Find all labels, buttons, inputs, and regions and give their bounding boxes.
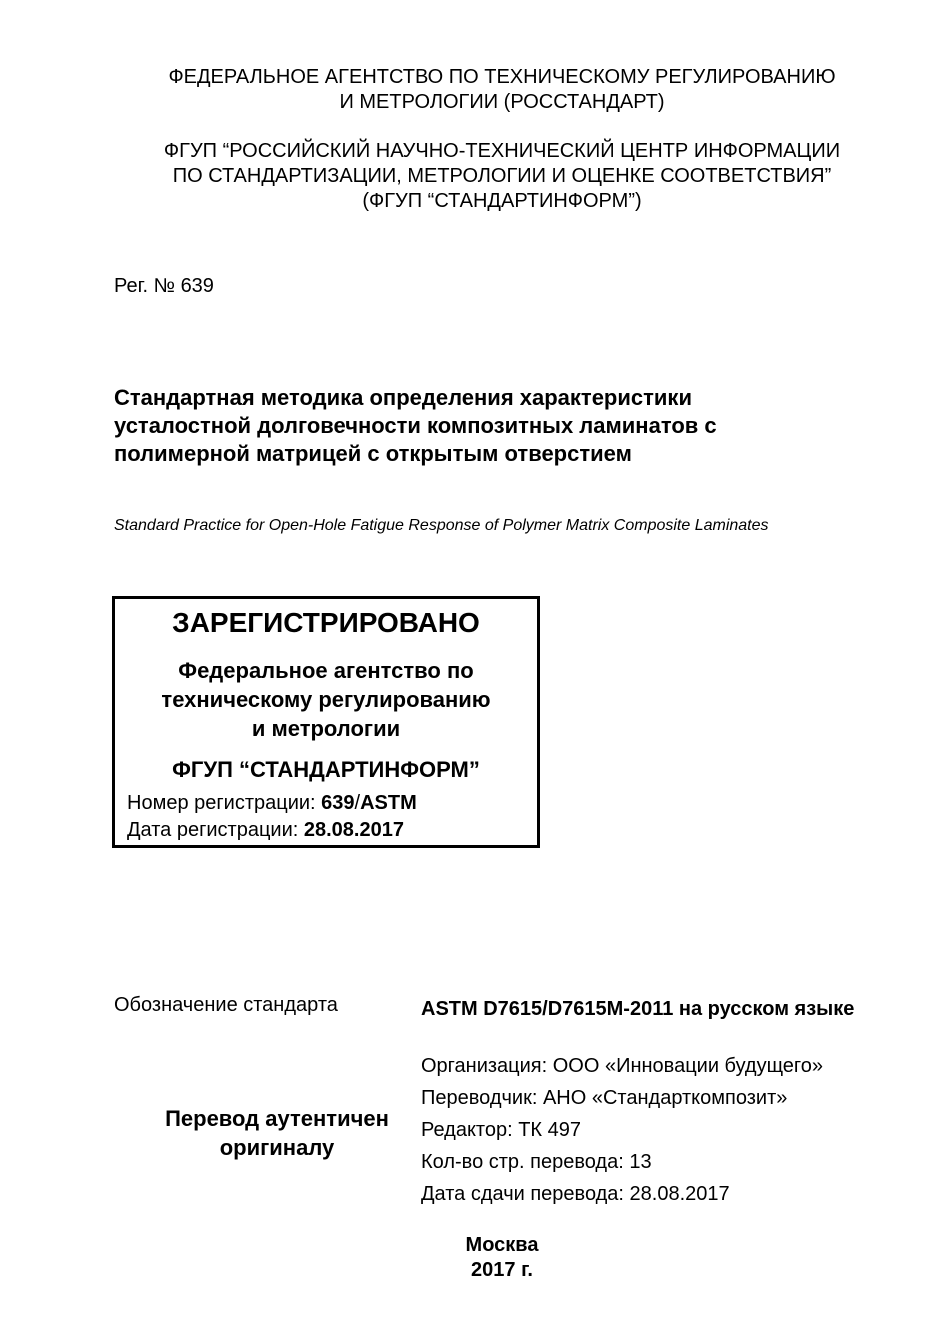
agency-line-1: ФЕДЕРАЛЬНОЕ АГЕНТСТВО ПО ТЕХНИЧЕСКОМУ РЕГУЛИРОВАНИЮ: [168, 66, 836, 88]
english-title: Standard Practice for Open-Hole Fatigue Response of Polymer Matrix Composite Laminates: [114, 517, 769, 534]
reg-date-label: Дата регистрации:: [127, 819, 304, 841]
submission-date-info: Дата сдачи перевода: 28.08.2017: [421, 1183, 730, 1205]
page-count-info: Кол-во стр. перевода: 13: [421, 1151, 652, 1173]
registration-number: Рег. № 639: [114, 275, 214, 297]
stamp-agency-line-3: и метрологии: [251, 716, 401, 741]
reg-num-suffix: ASTM: [360, 792, 417, 814]
registration-stamp: [112, 596, 540, 848]
editor-info: Редактор: ТК 497: [421, 1119, 581, 1141]
footer-year: 2017 г.: [471, 1259, 533, 1281]
stamp-organization: ФГУП “СТАНДАРТИНФОРМ”: [172, 757, 480, 782]
stamp-agency-line-2: техническому регулированию: [161, 687, 491, 712]
translator-info: Переводчик: АНО «Стандарткомпозит»: [421, 1087, 788, 1109]
reg-num-label: Номер регистрации:: [127, 792, 322, 814]
organization-info: Организация: ООО «Инновации будущего»: [421, 1055, 824, 1077]
stamp-agency-line-1: Федеральное агентство по: [178, 658, 474, 683]
center-line-2: ПО СТАНДАРТИЗАЦИИ, МЕТРОЛОГИИ И ОЦЕНКЕ СООТВЕТСТВИЯ”: [172, 165, 832, 187]
center-line-3: (ФГУП “СТАНДАРТИНФОРМ”): [362, 190, 642, 212]
agency-header: [0, 65, 950, 115]
footer-city: Москва: [465, 1234, 539, 1256]
reg-num-separator: /: [354, 792, 361, 814]
stamp-registration-number: [127, 792, 417, 815]
title-line-2: усталостной долговечности композитных ламинатов с: [114, 413, 717, 438]
center-line-1: ФГУП “РОССИЙСКИЙ НАУЧНО-ТЕХНИЧЕСКИЙ ЦЕНТР ИНФОРМАЦИИ: [163, 140, 841, 162]
reg-num-value: 639: [321, 792, 355, 814]
authentic-line-2: оригиналу: [219, 1135, 335, 1160]
authenticity-note: [114, 1104, 440, 1162]
title-line-1: Стандартная методика определения характеристики: [114, 385, 692, 410]
stamp-agency: [115, 656, 537, 743]
agency-line-2: И МЕТРОЛОГИИ (РОССТАНДАРТ): [339, 91, 665, 113]
designation-label: Обозначение стандарта: [114, 994, 338, 1016]
center-header: [0, 139, 950, 214]
title-line-3: полимерной матрицей с открытым отверстием: [114, 441, 632, 466]
authentic-line-1: Перевод аутентичен: [165, 1106, 389, 1131]
stamp-title: ЗАРЕГИСТРИРОВАНО: [172, 607, 480, 638]
reg-date-value: 28.08.2017: [303, 819, 404, 841]
document-title: [114, 384, 874, 468]
footer-city-year: [402, 1233, 602, 1283]
designation-value: ASTM D7615/D7615M-2011 на русском языке: [421, 998, 855, 1020]
stamp-registration-date: [127, 819, 404, 842]
